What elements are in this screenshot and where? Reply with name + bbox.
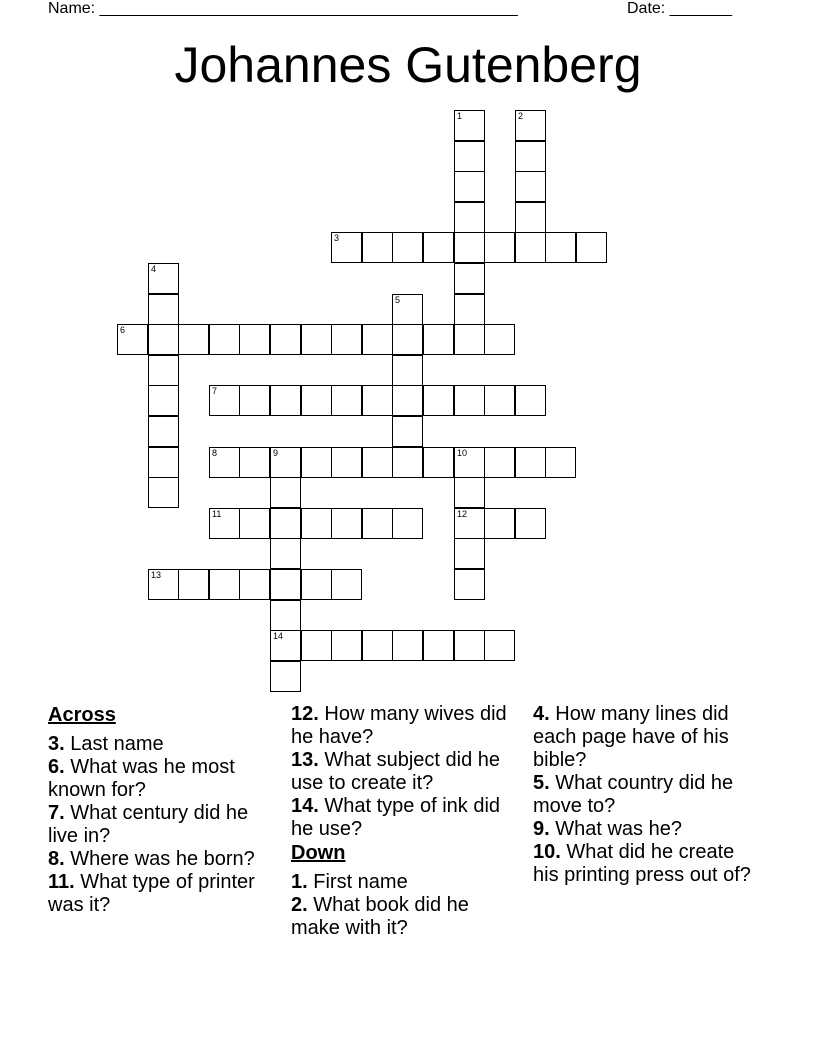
crossword-cell[interactable] — [454, 202, 485, 233]
across-heading: Across — [48, 704, 116, 726]
clue-text: Last name — [70, 733, 164, 755]
crossword-cell[interactable] — [454, 263, 485, 294]
crossword-cell[interactable] — [209, 508, 240, 539]
crossword-cell[interactable] — [270, 447, 301, 478]
clue-number: 8. — [48, 848, 65, 870]
crossword-cell[interactable] — [270, 569, 301, 600]
clue-number: 14. — [291, 795, 319, 817]
crossword-cell[interactable] — [239, 569, 270, 600]
crossword-cell[interactable] — [117, 324, 148, 355]
crossword-cell[interactable] — [515, 447, 546, 478]
clue-text: What type of printer was it? — [48, 871, 255, 916]
crossword-cell[interactable] — [301, 447, 332, 478]
clue-across-12 — [291, 703, 516, 749]
clue-down-10 — [533, 841, 758, 887]
clue-across-6 — [48, 756, 273, 802]
clue-text: What was he most known for? — [48, 756, 235, 801]
crossword-cell[interactable] — [148, 355, 179, 386]
clue-number: 2. — [291, 894, 308, 916]
crossword-cell[interactable] — [270, 538, 301, 569]
crossword-cell[interactable] — [148, 477, 179, 508]
crossword-cell[interactable] — [454, 477, 485, 508]
date-field-line[interactable]: Date: _______ — [627, 0, 732, 17]
crossword-cell[interactable] — [545, 447, 576, 478]
crossword-cell[interactable] — [454, 171, 485, 202]
crossword-cell[interactable] — [484, 385, 515, 416]
crossword-cell[interactable] — [331, 630, 362, 661]
crossword-cell[interactable] — [515, 202, 546, 233]
crossword-cell[interactable] — [148, 385, 179, 416]
clue-down-4 — [533, 703, 758, 772]
crossword-cell[interactable] — [454, 232, 485, 263]
crossword-cell[interactable] — [331, 232, 362, 263]
crossword-cell[interactable] — [454, 110, 485, 141]
crossword-cell[interactable] — [270, 385, 301, 416]
crossword-cell[interactable] — [148, 569, 179, 600]
clue-across-11 — [48, 871, 273, 917]
cell-number: 1 — [457, 111, 463, 121]
cell-number: 8 — [212, 448, 218, 458]
crossword-cell[interactable] — [178, 324, 209, 355]
crossword-cell[interactable] — [270, 661, 301, 692]
crossword-cell[interactable] — [148, 416, 179, 447]
crossword-cell[interactable] — [148, 324, 179, 355]
clue-across-14 — [291, 795, 516, 841]
clue-number: 5. — [533, 772, 550, 794]
clue-text: What century did he live in? — [48, 802, 249, 847]
crossword-cell[interactable] — [148, 294, 179, 325]
cell-number: 9 — [273, 448, 279, 458]
crossword-cell[interactable] — [362, 447, 393, 478]
crossword-cell[interactable] — [454, 324, 485, 355]
crossword-cell[interactable] — [423, 232, 454, 263]
crossword-cell[interactable] — [423, 630, 454, 661]
cell-number: 11 — [212, 509, 222, 519]
crossword-cell[interactable] — [392, 294, 423, 325]
crossword-cell[interactable] — [484, 508, 515, 539]
clue-text: How many wives did he have? — [291, 703, 507, 748]
clue-across-13 — [291, 749, 516, 795]
crossword-cell[interactable] — [454, 447, 485, 478]
clue-number: 9. — [533, 818, 550, 840]
crossword-cell[interactable] — [362, 630, 393, 661]
crossword-cell[interactable] — [362, 385, 393, 416]
clue-down-9 — [533, 818, 758, 841]
clue-number: 12. — [291, 703, 319, 725]
clue-number: 10. — [533, 841, 561, 863]
crossword-cell[interactable] — [423, 447, 454, 478]
cell-number: 10 — [457, 448, 468, 458]
crossword-cell[interactable] — [209, 569, 240, 600]
clue-text: First name — [313, 871, 408, 893]
crossword-cell[interactable] — [362, 324, 393, 355]
crossword-cell[interactable] — [209, 385, 240, 416]
puzzle-title: Johannes Gutenberg — [174, 37, 642, 93]
crossword-cell[interactable] — [239, 447, 270, 478]
crossword-cell[interactable] — [392, 508, 423, 539]
clue-number: 11. — [48, 871, 75, 893]
clue-down-5 — [533, 772, 758, 818]
crossword-cell[interactable] — [178, 569, 209, 600]
clue-number: 7. — [48, 802, 65, 824]
crossword-cell[interactable] — [301, 508, 332, 539]
crossword-cell[interactable] — [209, 447, 240, 478]
clue-number: 1. — [291, 871, 308, 893]
crossword-cell[interactable] — [362, 232, 393, 263]
crossword-cell[interactable] — [270, 508, 301, 539]
crossword-cell[interactable] — [515, 171, 546, 202]
clue-column-3 — [533, 703, 758, 887]
clue-column-2 — [291, 703, 516, 940]
clue-text: What book did he make with it? — [291, 894, 469, 939]
crossword-cell[interactable] — [270, 600, 301, 631]
name-field-line[interactable]: Name: _______________________________________________ — [48, 0, 518, 17]
crossword-cell[interactable] — [484, 447, 515, 478]
crossword-cell[interactable] — [484, 630, 515, 661]
cell-number: 7 — [212, 386, 218, 396]
clue-column-1 — [48, 703, 273, 917]
crossword-cell[interactable] — [515, 385, 546, 416]
cell-number: 14 — [273, 631, 284, 641]
crossword-cell[interactable] — [454, 385, 485, 416]
clue-down-1 — [291, 871, 516, 894]
down-heading: Down — [291, 842, 346, 864]
crossword-cell[interactable] — [484, 232, 515, 263]
crossword-cell[interactable] — [454, 294, 485, 325]
crossword-cell[interactable] — [423, 385, 454, 416]
cell-number: 6 — [120, 325, 126, 335]
crossword-cell[interactable] — [239, 385, 270, 416]
crossword-cell[interactable] — [545, 232, 576, 263]
crossword-cell[interactable] — [454, 569, 485, 600]
clue-text: What subject did he use to create it? — [291, 749, 501, 794]
crossword-cell[interactable] — [148, 447, 179, 478]
crossword-cell[interactable] — [392, 447, 423, 478]
cell-number: 4 — [151, 264, 157, 274]
crossword-cell[interactable] — [209, 324, 240, 355]
cell-number: 3 — [334, 233, 340, 243]
crossword-cell[interactable] — [331, 447, 362, 478]
cell-number: 2 — [518, 111, 524, 121]
crossword-cell[interactable] — [454, 508, 485, 539]
clue-across-7 — [48, 802, 273, 848]
clue-down-2 — [291, 894, 516, 940]
crossword-cell[interactable] — [331, 385, 362, 416]
clue-number: 6. — [48, 756, 65, 778]
crossword-cell[interactable] — [148, 263, 179, 294]
cell-number: 5 — [395, 295, 401, 305]
cell-number: 13 — [151, 570, 162, 580]
crossword-cell[interactable] — [331, 569, 362, 600]
crossword-cell[interactable] — [301, 569, 332, 600]
clue-across-3 — [48, 733, 273, 756]
crossword-cell[interactable] — [423, 324, 454, 355]
crossword-cell[interactable] — [270, 630, 301, 661]
clue-text: How many lines did each page have of his bible? — [533, 703, 729, 771]
crossword-cell[interactable] — [301, 630, 332, 661]
crossword-cell[interactable] — [362, 508, 393, 539]
crossword-cell[interactable] — [331, 324, 362, 355]
crossword-cell[interactable] — [392, 355, 423, 386]
crossword-cell[interactable] — [270, 477, 301, 508]
crossword-cell[interactable] — [270, 324, 301, 355]
crossword-cell[interactable] — [392, 232, 423, 263]
crossword-cell[interactable] — [301, 324, 332, 355]
crossword-cell[interactable] — [301, 385, 332, 416]
clue-text: Where was he born? — [70, 848, 255, 870]
crossword-cell[interactable] — [515, 232, 546, 263]
crossword-cell[interactable] — [484, 324, 515, 355]
crossword-cell[interactable] — [239, 508, 270, 539]
crossword-cell[interactable] — [392, 416, 423, 447]
crossword-cell[interactable] — [392, 630, 423, 661]
crossword-cell[interactable] — [576, 232, 607, 263]
crossword-cell[interactable] — [392, 385, 423, 416]
crossword-cell[interactable] — [392, 324, 423, 355]
clue-number: 3. — [48, 733, 65, 755]
clue-text: What country did he move to? — [533, 772, 734, 817]
crossword-cell[interactable] — [454, 141, 485, 172]
clue-text: What was he? — [555, 818, 682, 840]
crossword-cell[interactable] — [331, 508, 362, 539]
clue-across-8 — [48, 848, 273, 871]
crossword-cell[interactable] — [515, 508, 546, 539]
crossword-cell[interactable] — [515, 110, 546, 141]
crossword-cell[interactable] — [515, 141, 546, 172]
crossword-cell[interactable] — [454, 538, 485, 569]
clue-text: What did he create his printing press out of? — [533, 841, 751, 886]
clue-number: 13. — [291, 749, 319, 771]
cell-number: 12 — [457, 509, 468, 519]
clue-number: 4. — [533, 703, 550, 725]
crossword-cell[interactable] — [239, 324, 270, 355]
crossword-cell[interactable] — [454, 630, 485, 661]
clue-text: What type of ink did he use? — [291, 795, 501, 840]
